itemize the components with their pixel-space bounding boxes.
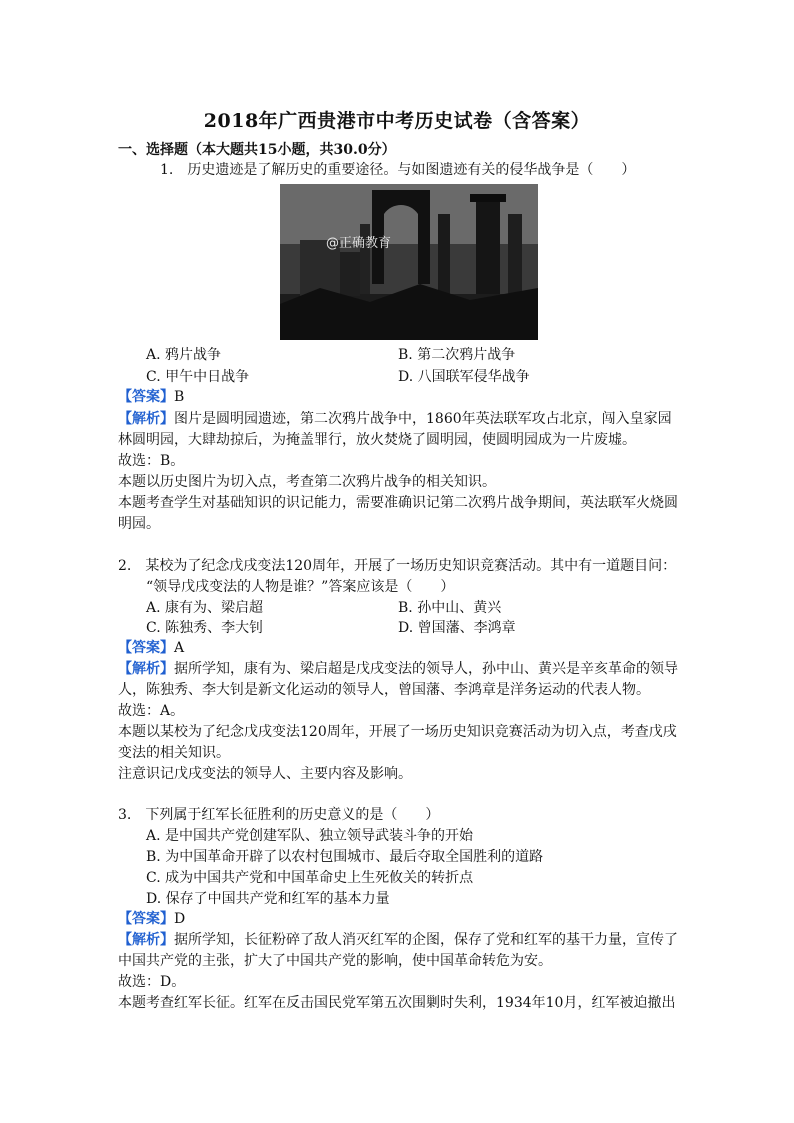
q3-stem: 3. 下列属于红军长征胜利的历史意义的是（ ） [118, 807, 440, 823]
q2-answer-value: A [174, 640, 185, 656]
q1-choice: 故选：B。 [118, 453, 185, 469]
q2-note-2: 变法的相关知识。 [118, 745, 230, 761]
analysis-tag: 【解析】 [118, 411, 174, 427]
q1-note-1: 本题以历史图片为切入点，考查第二次鸦片战争的相关知识。 [118, 474, 496, 490]
q3-option-b: B. 为中国革命开辟了以农村包围城市、最后夺取全国胜利的道路 [146, 849, 544, 865]
analysis-tag: 【解析】 [118, 661, 174, 677]
q3-analysis-line-1 [118, 930, 678, 950]
q1-answer [118, 387, 184, 407]
q3-note-1: 本题考查红军长征。红军在反击国民党军第五次围剿时失利，1934年10月，红军被迫撤出 [118, 995, 676, 1011]
q1-option-d: D. 八国联军侵华战争 [398, 369, 530, 385]
q1-option-b: B. 第二次鸦片战争 [398, 347, 516, 363]
q1-answer-value: B [174, 389, 185, 405]
q3-analysis-line-2: 中国共产党的主张，扩大了中国共产党的影响，使中国革命转危为安。 [118, 953, 552, 969]
q2-stem-2: “领导戊戌变法的人物是谁？”答案应该是（ ） [146, 579, 455, 595]
q2-note-1: 本题以某校为了纪念戊戌变法120周年，开展了一场历史知识竞赛活动为切入点，考查戊戌 [118, 724, 677, 740]
ruins-photo [280, 184, 538, 340]
q2-option-c: C. 陈独秀、李大钊 [146, 620, 264, 636]
q3-option-d: D. 保存了中国共产党和红军的基本力量 [146, 891, 390, 907]
q3-choice: 故选：D。 [118, 974, 186, 990]
answer-tag: 【答案】 [118, 640, 174, 656]
q1-note-3: 明园。 [118, 516, 160, 532]
q3-analysis-text-1: 据所学知，长征粉碎了敌人消灭红军的企图，保存了党和红军的基干力量，宣传了 [174, 932, 678, 948]
q2-answer [118, 638, 184, 658]
q2-option-a: A. 康有为、梁启超 [146, 600, 264, 616]
q3-option-c: C. 成为中国共产党和中国革命史上生死攸关的转折点 [146, 870, 474, 886]
q2-option-d: D. 曾国藩、李鸿章 [398, 620, 516, 636]
q1-note-2: 本题考查学生对基础知识的识记能力，需要准确识记第二次鸦片战争期间，英法联军火烧圆 [118, 495, 678, 511]
answer-tag: 【答案】 [118, 911, 174, 927]
section-heading: 一、选择题（本大题共15小题，共30.0分） [118, 142, 396, 158]
q2-note-3: 注意识记戊戌变法的领导人、主要内容及影响。 [118, 766, 412, 782]
q1-stem: 1. 历史遗迹是了解历史的重要途径。与如图遗迹有关的侵华战争是（ ） [160, 162, 636, 178]
q1-analysis-line-1 [118, 409, 672, 429]
q1-option-c: C. 甲午中日战争 [146, 369, 250, 385]
q1-analysis-line-2: 林圆明园，大肆劫掠后，为掩盖罪行，放火焚烧了圆明园，使圆明园成为一片废墟。 [118, 432, 636, 448]
q2-choice: 故选：A。 [118, 703, 185, 719]
answer-tag: 【答案】 [118, 389, 174, 405]
q2-analysis-text-1: 据所学知，康有为、梁启超是戊戌变法的领导人，孙中山、黄兴是辛亥革命的领导 [174, 661, 678, 677]
q1-option-a: A. 鸦片战争 [146, 347, 222, 363]
q2-analysis-line-1 [118, 659, 678, 679]
image-watermark: @正确教育 [326, 236, 392, 251]
q3-answer [118, 909, 185, 929]
ruins-illustration [280, 184, 538, 340]
q3-option-a: A. 是中国共产党创建军队、独立领导武装斗争的开始 [146, 828, 474, 844]
analysis-tag: 【解析】 [118, 932, 174, 948]
q2-analysis-line-2: 人，陈独秀、李大钊是新文化运动的领导人，曾国藩、李鸿章是洋务运动的代表人物。 [118, 682, 650, 698]
q1-analysis-text-1: 图片是圆明园遗迹，第二次鸦片战争中，1860年英法联军攻占北京，闯入皇家园 [174, 411, 672, 427]
q2-stem-1: 2. 某校为了纪念戊戌变法120周年，开展了一场历史知识竞赛活动。其中有一道题目问： [118, 558, 677, 574]
q2-option-b: B. 孙中山、黄兴 [398, 600, 502, 616]
page-title: 2018年广西贵港市中考历史试卷（含答案） [203, 110, 591, 132]
q3-answer-value: D [174, 911, 186, 927]
